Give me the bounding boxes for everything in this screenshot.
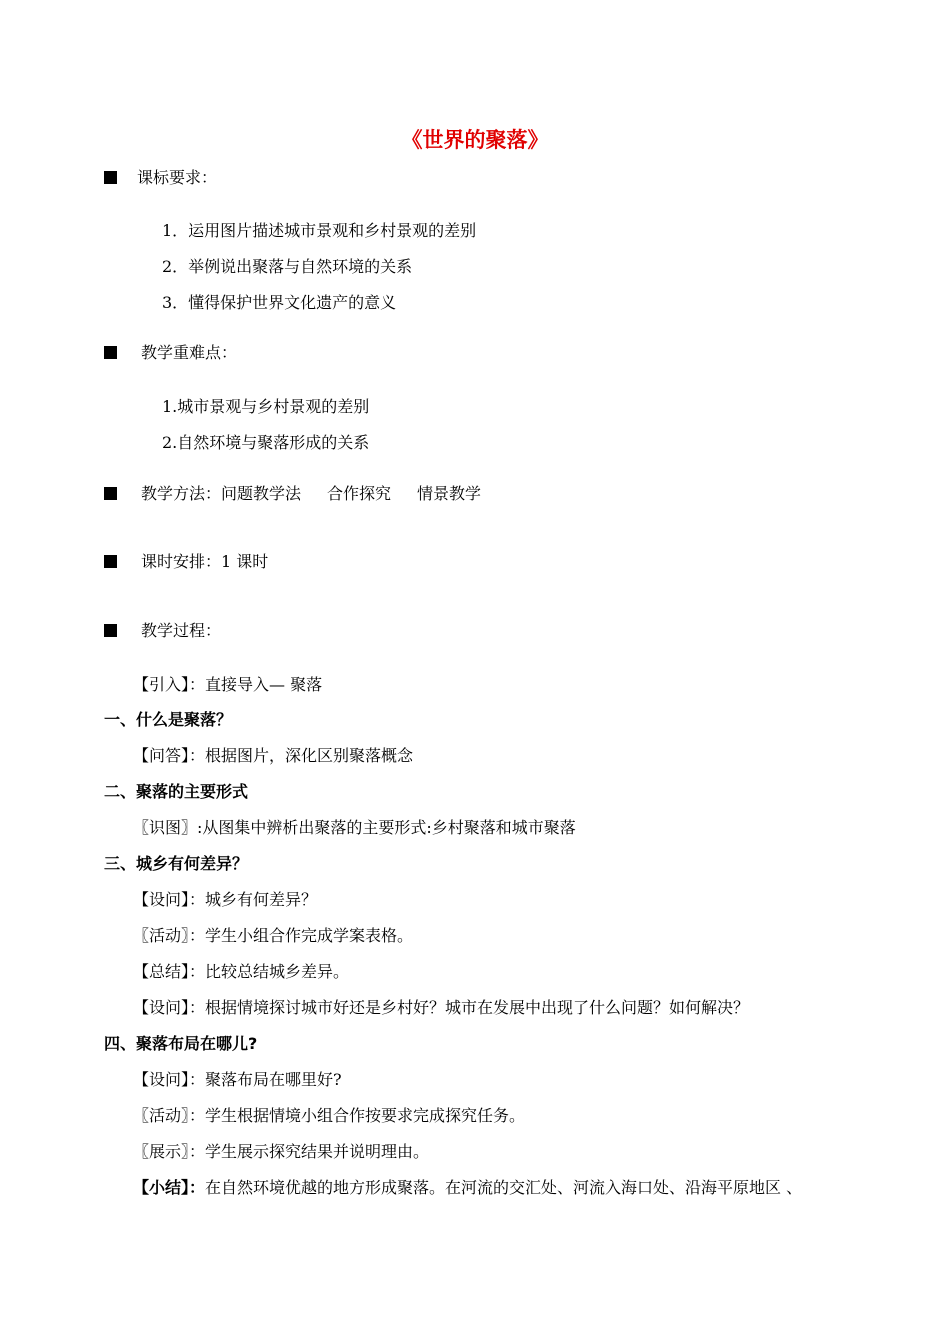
process-text: 从图集中辨析出聚落的主要形式:乡村聚落和城市聚落 bbox=[202, 818, 576, 837]
process-text: 聚落布局在哪里好? bbox=[205, 1070, 342, 1089]
heading-4: 四、聚落布局在哪儿? bbox=[104, 1034, 258, 1053]
heading-3: 三、城乡有何差异？ bbox=[104, 854, 249, 873]
section-label: 教学方法： bbox=[141, 484, 222, 503]
process-tag: 【设问】： bbox=[133, 890, 206, 909]
process-question bbox=[133, 998, 749, 1018]
section-label: 教学过程： bbox=[141, 621, 222, 640]
process-intro bbox=[133, 675, 322, 695]
process-text: 城乡有何差异？ bbox=[205, 890, 318, 909]
section-schedule bbox=[104, 552, 268, 572]
section-process bbox=[104, 621, 221, 641]
process-text: 直接导入— 聚落 bbox=[205, 675, 323, 694]
process-qa bbox=[133, 746, 413, 766]
section-keypoints bbox=[104, 343, 237, 363]
document-title: 《世界的聚落》 bbox=[401, 128, 549, 152]
heading-2: 二、聚落的主要形式 bbox=[104, 782, 249, 801]
process-tag: 【总结】： bbox=[133, 962, 206, 981]
heading-1: 一、什么是聚落？ bbox=[104, 710, 233, 729]
process-tag: 〖活动〗： bbox=[133, 926, 206, 945]
section-curriculum bbox=[104, 168, 217, 188]
schedule-value: 1 课时 bbox=[221, 552, 269, 571]
process-text: 根据情境探讨城市好还是乡村好？城市在发展中出现了什么问题？如何解决？ bbox=[205, 998, 750, 1017]
process-tag: 〖活动〗： bbox=[133, 1106, 206, 1125]
process-text: 在自然环境优越的地方形成聚落。在河流的交汇处、河流入海口处、沿海平原地区 、 bbox=[205, 1178, 803, 1197]
process-tag: 〖识图〗: bbox=[133, 818, 203, 837]
process-tag: 【小结】： bbox=[133, 1178, 206, 1197]
square-bullet-icon bbox=[104, 555, 117, 568]
process-text: 学生根据情境小组合作按要求完成探究任务。 bbox=[205, 1106, 526, 1125]
process-conclusion bbox=[133, 1178, 802, 1198]
square-bullet-icon bbox=[104, 171, 117, 184]
process-text: 学生展示探究结果并说明理由。 bbox=[205, 1142, 430, 1161]
method-value: 问题教学法 bbox=[221, 484, 302, 503]
process-tag: 【设问】： bbox=[133, 1070, 206, 1089]
square-bullet-icon bbox=[104, 346, 117, 359]
section-label: 教学重难点： bbox=[141, 343, 238, 362]
square-bullet-icon bbox=[104, 624, 117, 637]
process-text: 根据图片，深化区别聚落概念 bbox=[205, 746, 414, 765]
process-show bbox=[133, 1142, 429, 1162]
section-label: 课标要求： bbox=[137, 168, 218, 187]
method-value: 情景教学 bbox=[417, 484, 482, 503]
process-question bbox=[133, 1070, 342, 1090]
process-tag: 【设问】： bbox=[133, 998, 206, 1017]
list-item: 1．运用图片描述城市景观和乡村景观的差别 bbox=[162, 221, 477, 240]
process-activity bbox=[133, 1106, 525, 1126]
process-tag: 【引入】： bbox=[133, 675, 206, 694]
process-summary bbox=[133, 962, 349, 982]
process-text: 比较总结城乡差异。 bbox=[205, 962, 350, 981]
process-tag: 【问答】： bbox=[133, 746, 206, 765]
list-item: 3．懂得保护世界文化遗产的意义 bbox=[162, 293, 397, 312]
section-methods bbox=[104, 484, 481, 504]
process-question bbox=[133, 890, 317, 910]
process-activity bbox=[133, 926, 413, 946]
method-value: 合作探究 bbox=[327, 484, 392, 503]
process-tag: 〖展示〗： bbox=[133, 1142, 206, 1161]
list-item: 2.自然环境与聚落形成的关系 bbox=[162, 433, 370, 452]
section-label: 课时安排： bbox=[141, 552, 222, 571]
list-item: 1.城市景观与乡村景观的差别 bbox=[162, 397, 370, 416]
list-item: 2．举例说出聚落与自然环境的关系 bbox=[162, 257, 413, 276]
process-text: 学生小组合作完成学案表格。 bbox=[205, 926, 414, 945]
process-identify bbox=[133, 818, 576, 838]
square-bullet-icon bbox=[104, 487, 117, 500]
